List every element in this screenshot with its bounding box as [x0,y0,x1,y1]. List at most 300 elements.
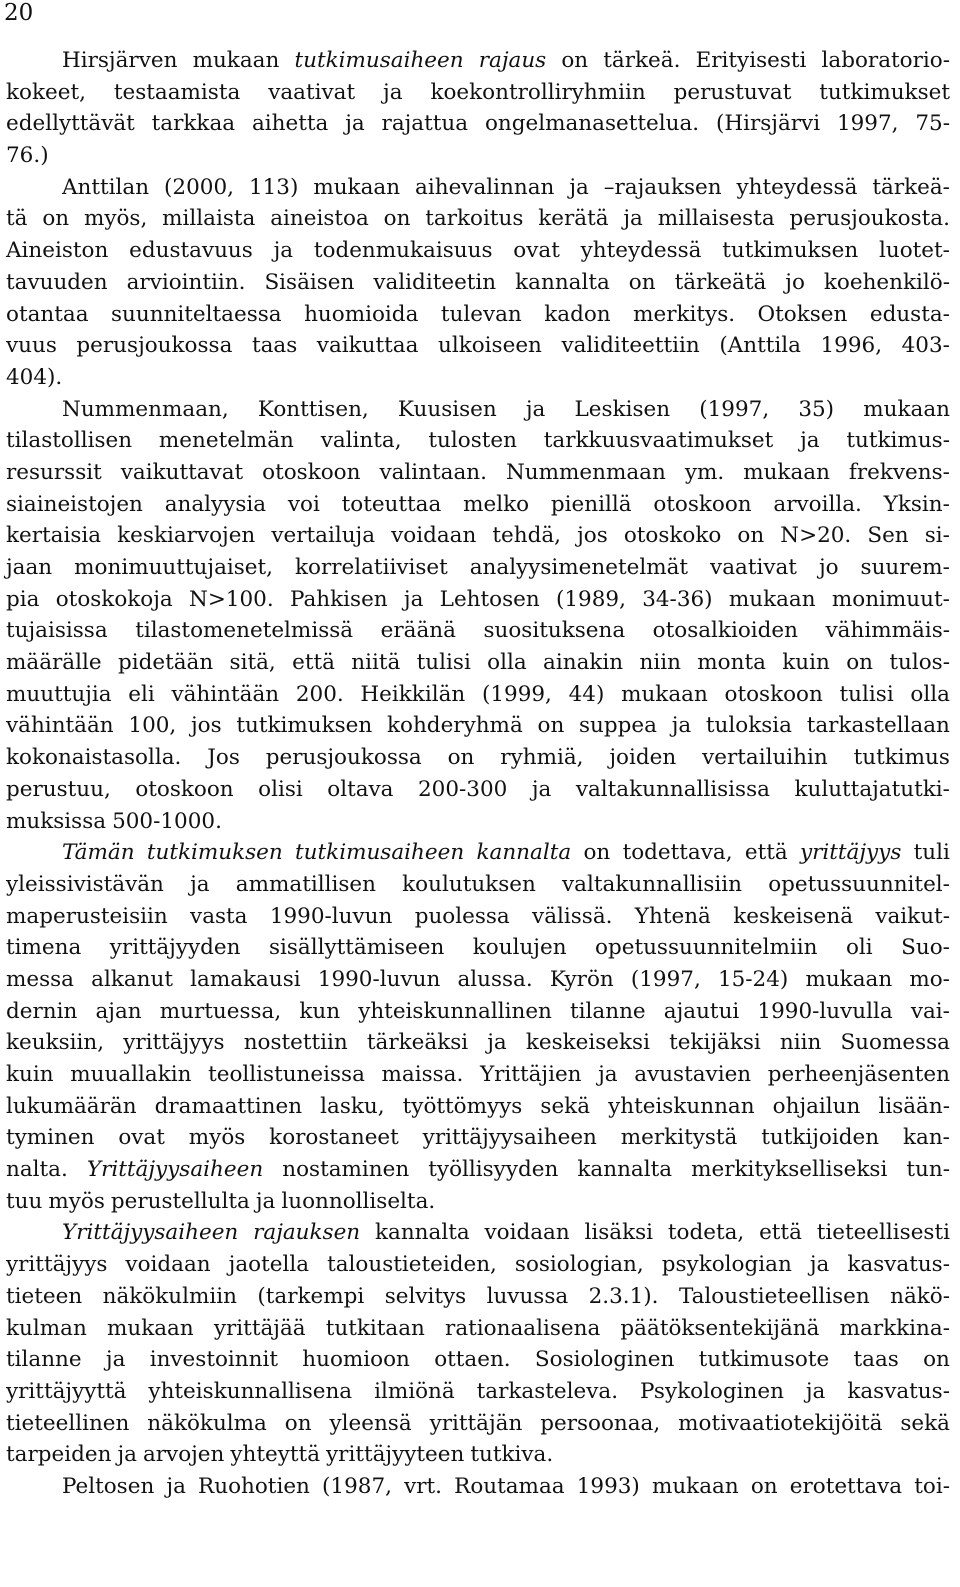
word: edellyttävät [6,111,135,137]
text-line [6,520,950,552]
word: kohderyhmä [386,713,523,739]
word: lisäksi [584,1220,654,1246]
word: muuallakin [70,1062,192,1087]
word: on [628,269,656,295]
word: 35) [798,396,835,422]
word: olisi [258,776,303,802]
word: tutkimuksen [146,840,283,866]
word: Ruohotien [198,1473,310,1499]
word: yrittäjyyttä [6,1378,127,1404]
word: monimuuttujaiset, [74,555,273,580]
word: N>100. [189,586,274,612]
word: mukaan [621,681,708,707]
word: kannalta [515,269,610,295]
text-line [6,235,950,267]
word: on [737,523,765,549]
text-line [6,1439,950,1471]
word: ja [487,1030,507,1056]
word: messa [6,966,74,992]
word: sekä [540,1093,591,1119]
word: oltava [327,776,394,802]
word: on [447,745,475,771]
word: lukumäärän [6,1093,137,1119]
word: puolessa [414,903,510,929]
word: tujaisissa [6,618,108,644]
word: tieteellinen [6,1410,130,1436]
word: (1999, [481,681,552,707]
word: tärkeäksi [366,1030,469,1056]
word: on [383,206,411,232]
word: Hirsjärven [62,48,178,73]
text-line [6,1376,950,1408]
word: Sisäisen [264,269,355,295]
word: keskiarvojen [117,523,256,549]
word: vrt. [404,1473,442,1499]
word: on [561,48,589,73]
text-line [6,647,950,679]
word: voidaan [125,1252,211,1278]
word: Lehtosen [439,586,540,612]
word: Nummenmaan [505,459,666,485]
word: rajaus [478,48,547,73]
text-line [6,837,950,869]
word: suosituksena [483,618,626,644]
word: olla [487,650,527,676]
word: yhteiskunnallinen [358,998,552,1024]
word: perusjoukossa [265,745,422,771]
word: taloustieteiden, [327,1252,497,1278]
word: ja [671,713,692,739]
word: erotettava [789,1473,903,1499]
word: analyysia [164,491,267,517]
word: vähimmäis- [825,618,950,644]
word: vaativat [268,79,356,105]
word: murtuessa, [159,998,282,1024]
word: tutkimusaiheen [294,48,464,73]
word: Pahkisen [289,586,388,612]
word: kokeet, [6,79,86,105]
word: tärkeätä [674,269,767,295]
text-line [6,362,950,394]
word: tarkastellaan [806,713,950,739]
word: tutkiva. [470,1442,554,1468]
word: kadon [544,301,611,327]
word: tutkitaan [325,1315,425,1341]
word: tutkimus [853,745,950,771]
word: Taloustieteellisen [678,1283,870,1309]
word: ovat [513,238,560,264]
word: ja [623,206,643,232]
word: määrälle [6,650,102,676]
word: Yrittäjyysaiheen [62,1220,239,1246]
word: (1997, [699,396,770,422]
word: Otoksen [757,301,848,327]
word: (1987, [322,1473,392,1499]
word: dernin [6,998,78,1024]
word: markkina- [839,1315,950,1341]
word: tutkimusote [698,1347,830,1373]
word: suunniteltaessa [111,301,282,327]
word: rationaalisena [445,1315,601,1341]
word: opetussuunnitelmiin [595,935,818,961]
text-line [6,108,950,140]
word: ilmiönä [374,1378,455,1404]
word: korrelatiiviset [294,555,448,580]
word: ja [598,1062,618,1087]
word: timena [6,935,82,961]
word: yrittäjän [429,1410,523,1436]
word: ainakin [543,650,624,676]
word: tarkasteleva. [476,1378,619,1404]
text-line [6,1091,950,1123]
word: kasvatus- [847,1378,950,1404]
word: ja [531,776,552,802]
word: 1990-luvun [269,903,393,929]
word: tulosten [428,428,517,454]
word: pia [6,586,40,612]
text-line [6,1249,950,1281]
word: vaikut- [875,903,950,929]
word: huomioon [302,1347,410,1373]
word: maissa. [381,1062,464,1087]
word: frekvens- [848,459,950,485]
word: vaativat [710,555,797,580]
word: sitä, [229,650,276,676]
text-line [6,1122,950,1154]
word: vähintään [6,713,114,739]
word: mukaan [805,966,893,992]
text-line [6,425,950,457]
word: on [846,650,874,676]
word: jos [190,713,222,739]
word: 44) [568,681,605,707]
word: tilastollisen [6,428,133,454]
word: aineistoa [270,206,369,232]
word: 200-300 [418,776,508,802]
word: kasvatus- [847,1252,950,1278]
word: keskeisenä [733,903,854,929]
word: koekontrolliryhmiin [430,79,646,105]
word: rajauksen [253,1220,361,1246]
word: jaan [6,555,53,580]
word: tärkeä. [603,48,681,73]
word: 75- [915,111,950,137]
word: (Hirsjärvi [715,111,821,137]
text-line [6,742,950,774]
word: otoskoon [135,776,234,802]
word: 1993) [576,1473,640,1499]
word: näkökulmiin [102,1283,237,1309]
text-line [6,45,950,77]
word: perusjoukossa [76,333,233,359]
word: sekä [900,1410,950,1436]
word: perustuu, [6,776,111,802]
word: selvitys [384,1283,467,1309]
word: yhteydessä [580,238,702,264]
text-line [6,964,950,996]
body-text [6,45,950,1503]
word: melko [463,491,530,517]
word: investoinnit [149,1347,278,1373]
word: ongelmanasettelua. [484,111,700,137]
word: ryhmiä, [500,745,584,771]
word: psykologian [661,1252,792,1278]
word: aihevalinnan [415,174,555,200]
word: nostaminen [282,1157,410,1183]
word: yrittäjää [213,1315,306,1341]
word: otoskoon [724,681,823,707]
word: otosalkioiden [652,618,798,644]
word: Routamaa [454,1473,565,1499]
word: tieteellisesti [816,1220,950,1246]
word: kuin [782,650,830,676]
word: joiden [609,745,677,771]
word: yhteiskunnan [608,1093,755,1119]
word: Yrittäjien [479,1062,582,1087]
word: arvoilla. [773,491,862,517]
word: tilastomenetelmissä [135,618,354,644]
text-line [6,1217,950,1249]
word: ja [569,174,589,200]
word: tulos- [889,650,950,676]
word: tyminen [6,1125,95,1151]
word: että [759,1220,802,1246]
word: niitä [351,650,401,676]
word: tehdä, [492,523,562,549]
word: jos [577,523,608,549]
word: 100, [128,713,177,739]
word: eräänä [380,618,456,644]
text-line [6,77,950,109]
word: (1989, [555,586,626,612]
word: perheenjäsenten [767,1062,950,1087]
word: yrittäjyyden [109,935,241,961]
word: Aineiston [6,238,109,264]
word: ja [525,396,546,422]
text-line [6,996,950,1028]
word: tuli [913,840,950,866]
word: kertaisia [6,523,102,549]
word: mukaan [106,1315,194,1341]
text-line [6,1408,950,1440]
word: analyysimenetelmät [469,555,689,580]
word: on [583,840,611,866]
word: ja [190,871,210,897]
word: koulujen [472,935,567,961]
word: yrittäjyysaiheen [422,1125,597,1151]
word: Erityisesti [695,48,807,73]
word: tun- [906,1157,950,1183]
word: Yksin- [883,491,950,517]
text-line [6,299,950,331]
word: N>20. [780,523,852,549]
word: kokonaistasolla. [6,745,182,771]
word: Yhtenä [634,903,711,929]
word: tärkeä- [872,174,950,200]
word: voidaan [391,523,477,549]
word: lasku, [320,1093,385,1119]
word: ja [403,586,424,612]
word: merkitykselliseksi [691,1157,888,1183]
word: olla [910,681,950,707]
word: 200. [295,681,344,707]
text-line [6,1344,950,1376]
word: monta [697,650,766,676]
word: vai- [910,998,950,1024]
word: alussa. [457,966,533,992]
word: jo [818,555,839,580]
word: Sen [867,523,909,549]
word: menetelmän [158,428,294,454]
word: tutkimukset [819,79,950,105]
word: ja [345,111,365,137]
word: jaotella [228,1252,310,1278]
text-line [6,869,950,901]
word: valtakunnallisiin [562,871,742,897]
word: ulkoiseen [437,333,542,359]
word: ja [805,1378,826,1404]
word: mo- [909,966,950,992]
word: perustellulta [110,1188,250,1214]
word: otantaa [6,301,89,327]
word: yrittäjyys [799,840,902,866]
word: toi- [914,1473,950,1499]
word: vuus [6,333,57,359]
word: muksissa [6,808,107,834]
word: suppea [579,713,657,739]
word: 2.3.1). [588,1283,659,1309]
word: ym. [684,459,725,485]
word: nostettiin [243,1030,348,1056]
word: millaista [162,206,256,232]
text-line [6,394,950,426]
word: luvussa [486,1283,569,1309]
word: on [42,206,70,232]
word: mukaan [313,174,401,200]
word: ajautui [663,998,740,1024]
word: maperusteisiin [6,903,168,929]
word: sosiologian, [514,1252,644,1278]
word: tarkkuusvaatimukset [543,428,774,454]
word: alkanut [91,966,173,992]
word: jo [785,269,805,295]
word: ja [105,1347,126,1373]
word: korostaneet [269,1125,399,1151]
word: vähintään [171,681,280,707]
word: kun [299,998,341,1024]
word: välissä. [532,903,613,929]
word: –rajauksen [603,174,722,200]
word: todeta, [667,1220,745,1246]
word: (tarkempi [257,1283,365,1309]
text-line [6,1154,950,1186]
text-line [6,552,950,584]
word: vertailuihin [702,745,828,771]
word: vaikuttavat [120,459,244,485]
word: teollistuneissa [208,1062,365,1087]
word: pidetään [117,650,214,676]
word: valtakunnallisissa [575,776,770,802]
word: testaamista [113,79,241,105]
text-line [6,1313,950,1345]
word: on [750,1473,778,1499]
word: suurem- [860,555,950,580]
word: ja [255,1188,276,1214]
word: kan- [902,1125,950,1151]
word: rajattua [381,111,469,137]
word: Suo- [901,935,950,961]
word: mukaan [863,396,950,422]
word: muuttujia [6,681,112,707]
word: arviointiin. [126,269,246,295]
word: myös [48,1188,105,1214]
word: dramaattinen [154,1093,303,1119]
word: kuluttajatutki- [794,776,950,802]
word: mukaan [728,586,816,612]
word: mukaan [743,459,830,485]
text-line [6,267,950,299]
word: on [923,1347,950,1373]
word: kuin [6,1062,54,1087]
word: otoskokoja [55,586,173,612]
word: tutkimuksen [236,713,373,739]
word: 403- [901,333,950,359]
text-line [6,932,950,964]
word: edustavuus [129,238,253,264]
word: aihetta [251,111,329,137]
word: niin [639,650,681,676]
word: avustavien [634,1062,752,1087]
word: Leskisen [574,396,671,422]
page-number: 20 [4,0,34,26]
word: luonnolliselta. [281,1188,436,1214]
word: tutkimuksen [722,238,859,264]
word: yhteyttä [230,1442,321,1468]
word: tarkoitus [425,206,524,232]
word: tieteen [6,1283,83,1309]
word: 1990-luvun [317,966,441,992]
word: kulman [6,1315,87,1341]
word: yhteiskunnallisena [148,1378,353,1404]
word: oli [845,935,873,961]
text-line [6,1059,950,1091]
word: Kuusisen [397,396,497,422]
word: voidaan [484,1220,570,1246]
word: tulisi [416,650,471,676]
word: yhteydessä [736,174,858,200]
word: tavuuden [6,269,108,295]
word: valintaan. [379,459,487,485]
word: tulevan [440,301,522,327]
word: näkö- [890,1283,950,1309]
word: validiteettiin [561,333,700,359]
word: tuloksia [705,713,792,739]
word: työttömyys [402,1093,523,1119]
word: Konttisen, [257,396,369,422]
word: validiteetin [373,269,497,295]
word: monimuut- [831,586,950,612]
word: ja [166,1473,186,1499]
word: lamakausi [190,966,301,992]
word: on [537,713,565,739]
word: pienillä [550,491,632,517]
word: ovat [118,1125,165,1151]
word: siaineistojen [6,491,143,517]
word: nalta. [6,1157,68,1183]
text-line [6,806,950,838]
word: kerätä [538,206,609,232]
word: Kyrön [549,966,614,992]
